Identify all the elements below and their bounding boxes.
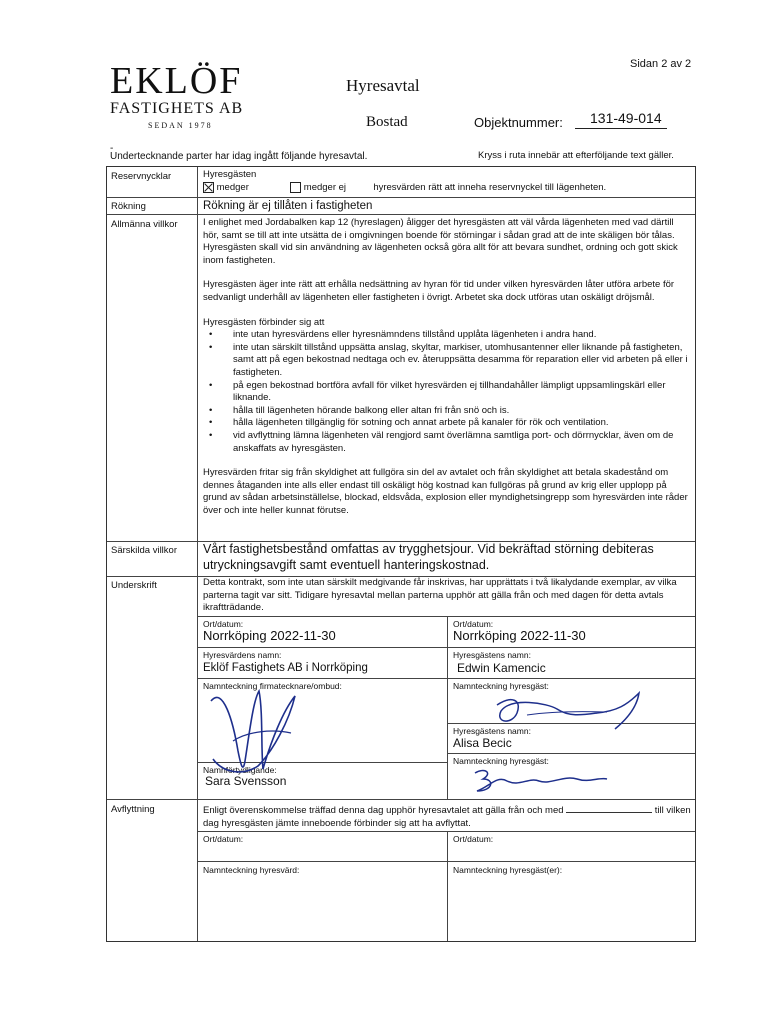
medger-ej-checkbox[interactable] (290, 182, 301, 193)
intro-text: Undertecknande parter har idag ingått följande hyresavtal. (110, 151, 368, 162)
allmanna-paragraph-4: Hyresvärden fritar sig från skyldighet att fullgöra sin del av avtalet och från skyldighet att betala skadestånd om dennes åtaganden inte alls eller endast till oskäligt hög kostnad kan fullgöras på grund av krig eller upplopp på grund av sådan arbetsinställelse, blockad, eldsvåda, explosion eller myndighetsingrepp som hyresvärden inte råder över och inte heller kunnat förutse. (203, 467, 688, 516)
medger-ej-label: medger ej (303, 182, 347, 194)
company-logo-subtitle: FASTIGHETS AB (110, 100, 244, 117)
allmanna-paragraph-3-intro: Hyresgästen förbinder sig att (203, 316, 325, 328)
avflyttning-tenant-sign-label: Namnteckning hyresgäst(er): (453, 865, 563, 875)
reservnycklar-label: Reservnycklar (111, 171, 172, 182)
tenant-signature-label: Namnteckning hyresgäst: (453, 681, 549, 691)
signature-divider (198, 647, 695, 648)
tenant-name-label: Hyresgästens namn: (453, 650, 531, 660)
landlord-signature-label: Namnteckning firmatecknare/ombud: (203, 681, 342, 691)
sarskilda-villkor-label: Särskilda villkor (111, 545, 177, 556)
object-number-value: 131-49-014 (590, 110, 662, 126)
reservnycklar-party: Hyresgästen (203, 169, 257, 180)
tenant-name: Edwin Kamencic (457, 661, 546, 675)
dash-mark: - (110, 143, 114, 154)
avflyttning-ort-label-right: Ort/datum: (453, 834, 494, 844)
row-divider (107, 197, 695, 198)
signature-divider (448, 753, 695, 754)
signature-column-divider (447, 831, 448, 941)
document-title: Hyresavtal (346, 76, 420, 95)
medger-label: medger (216, 182, 249, 194)
allmanna-villkor-label: Allmänna villkor (111, 219, 178, 230)
allmanna-villkor-body (203, 217, 689, 517)
list-item: • vid avflyttning lämna lägenheten väl rengjord samt överlämna samtliga port- och dörrnycklar, även om de anskaffats av hyresgästen. (203, 430, 689, 455)
avflyttning-ort-label-left: Ort/datum: (203, 834, 244, 844)
object-number-underline (575, 128, 667, 129)
page-number: Sidan 2 av 2 (630, 58, 692, 70)
ort-datum-value-right: Norrköping 2022-11-30 (453, 628, 586, 643)
reservnycklar-options (203, 182, 606, 195)
list-item: • hålla lägenheten tillgänglig för sotning och annat arbete på kanaler för rök och ventilation. (203, 417, 689, 430)
avflyttning-text-before: Enligt överenskommelse träffad denna dag upphör hyresavtalet att gälla från och med (203, 805, 564, 816)
clarification-label: Namnförtydligande: (203, 765, 277, 775)
landlord-name-label: Hyresvärdens namn: (203, 650, 282, 660)
avflyttning-text-after: till vilken dag hyresgästen jämte inneboende förbinder sig att ha avflyttat. (203, 805, 691, 829)
column-divider (197, 167, 198, 941)
company-logo-name: EKLÖF (110, 60, 243, 102)
avflyttning-text (203, 803, 691, 830)
sarskilda-villkor-value: Vårt fastighetsbestånd omfattas av trygghetsjour. Vid bekräftad störning debiteras utryckningsavgift samt eventuell hanteringskostnad. (203, 542, 654, 572)
allmanna-paragraph-2: Hyresgästen äger inte rätt att erhålla nedsättning av hyran för tid under vilken hyresvärden låter utföra arbete för sedvanligt underhåll av lägenheten eller fastigheten i övrigt. Arbetet ska dock utföras utan oskäligt dröjsmål. (203, 279, 675, 303)
landlord-name: Eklöf Fastighets AB i Norrköping (203, 662, 368, 674)
landlord-signature-image (203, 681, 313, 781)
tenant2-name: Alisa Becic (453, 736, 512, 750)
tenant2-name-label: Hyresgästens namn: (453, 726, 531, 736)
underskrift-text: Detta kontrakt, som inte utan särskilt medgivande får inskrivas, har upprättats i två likalydande exemplar, av vilka parterna tagit var sitt. Tidigare hyresavtal mellan parterna upphör att gälla från och med dagen för detta avtals ikraftträdande. (203, 577, 677, 614)
ort-datum-label-right: Ort/datum: (453, 619, 494, 629)
object-number-label: Objektnummer: (474, 115, 563, 130)
allmanna-paragraph-1: I enlighet med Jordabalken kap 12 (hyreslagen) åligger det hyresgästen att väl vårda lägenheten med vad därtill hör, samt se till att inte utsätta de i omgivningen boende för störningar i sådan grad att de inte skäligen bör tålas. Hyresgästen skall vid sin användning av lägenheten också göra allt för att bevara sundhet, ordning och gott skick inom fastigheten. (203, 217, 678, 266)
clarification-name: Sara Svensson (205, 774, 287, 788)
tenant2-signature-label: Namnteckning hyresgäst: (453, 756, 549, 766)
obligations-list (203, 329, 689, 455)
move-out-date-field[interactable] (566, 803, 652, 813)
list-item: • på egen bekostnad bortföra avfall för vilket hyresvärden ej tillhandahåller lämpligt uppsamlingskärl eller liknande. (203, 380, 689, 405)
ort-datum-value-left: Norrköping 2022-11-30 (203, 628, 336, 643)
list-item: • hålla till lägenheten hörande balkong eller altan fri från snö och is. (203, 405, 689, 418)
avflyttning-landlord-sign-label: Namnteckning hyresvärd: (203, 865, 300, 875)
signature-column-divider (447, 616, 448, 799)
list-item: • inte utan särskilt tillstånd uppsätta anslag, skyltar, markiser, utomhusantenner eller liknande på fastigheten, samt att på egen bekostnad nedtaga och ev. återuppsätta desamma för reparation eller vid arbeten på eller i fastigheten. (203, 342, 689, 380)
signature-divider (198, 678, 695, 679)
checkbox-instruction: Kryss i ruta innebär att efterföljande text gäller. (478, 150, 674, 161)
underskrift-label: Underskrift (111, 580, 157, 591)
row-divider (107, 799, 695, 800)
medger-checkbox[interactable] (203, 182, 214, 193)
tenant2-signature-image (467, 763, 627, 799)
contract-form (106, 166, 696, 942)
row-divider (107, 214, 695, 215)
company-logo-since: SEDAN 1978 (148, 121, 213, 130)
signature-divider (198, 616, 695, 617)
rokning-value: Rökning är ej tillåten i fastigheten (203, 200, 373, 212)
rokning-label: Rökning (111, 201, 146, 212)
list-item: • inte utan hyresvärdens eller hyresnämndens tillstånd upplåta lägenheten i andra hand. (203, 329, 689, 342)
reservnycklar-text: hyresvärden rätt att inneha reservnyckel till lägenheten. (373, 182, 607, 194)
document-subtitle: Bostad (366, 114, 408, 130)
avflyttning-label: Avflyttning (111, 804, 155, 815)
tenant-signature-image (487, 685, 667, 735)
ort-datum-label-left: Ort/datum: (203, 619, 244, 629)
